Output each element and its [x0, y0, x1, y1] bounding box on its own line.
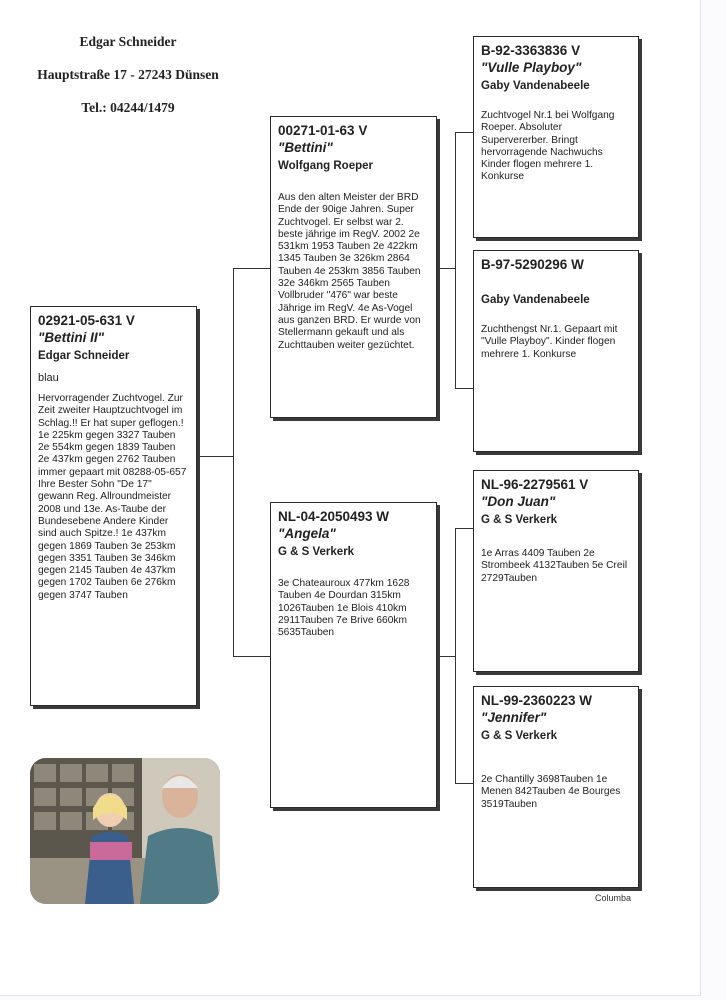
pigeon-name: "Bettini"	[278, 140, 333, 155]
description: 1e Arras 4409 Tauben 2e Strombeek 4132Tauben 5e Creil 2729Tauben	[481, 548, 628, 584]
description: 3e Chateauroux 477km 1628 Tauben 4e Dourdan 315km 1026Tauben 1e Blois 410km 2911Tauben 7e Brive 660km 5635Tauben	[278, 578, 410, 639]
description: Zuchthengst Nr.1. Gepaart mit "Vulle Playboy". Kinder flogen mehrere 1. Konkurse	[481, 324, 618, 360]
owner-photo	[30, 758, 220, 904]
granddam-paternal-card	[473, 250, 639, 452]
description: 2e Chantilly 3698Tauben 1e Menen 842Tauben 4e Bourges 3519Tauben	[481, 774, 621, 810]
pigeon-name: "Bettini II"	[38, 330, 105, 345]
owner-address: Hauptstraße 17 - 27243 Dünsen	[37, 67, 219, 82]
credit-label: Columba	[595, 893, 632, 903]
ring-number: NL-04-2050493 W	[278, 509, 390, 524]
ring-number: NL-96-2279561 V	[481, 477, 589, 492]
connector-subject	[197, 456, 234, 457]
ring-number: B-92-3363836 V	[481, 43, 581, 58]
pigeon-name: "Angela"	[278, 526, 336, 541]
description: Hervorragender Zuchtvogel. Zur Zeit zweiter Hauptzuchtvogel im Schlag.!! Er hat super geflogen.! 1e 225km gegen 3327 Tauben 2e 554km gegen 1839 Tauben 2e 437km gegen 2762 Tauben immer gepaart mit 08288-05-657 Ihre Bester Sohn "De 17" gewann Reg. Allroundmeister 2008 und 13e. As-Taube der Bundesebene Andere Kinder sind auch Spitze.! 1e 437km gegen 1869 Tauben 3e 253km gegen 3351 Tauben 3e 346km gegen 2145 Tauben 4e 437km gegen 1702 Tauben 6e 276km gegen 3747 Tauben	[38, 393, 187, 601]
description: Aus den alten Meister der BRD Ende der 90ige Jahren. Super Zuchtvogel. Er selbst war 2. beste jährige im RegV. 2002 2e 531km 1953 Tauben 2e 422km 1345 Tauben 3e 326km 2864 Tauben 4e 253km 3856 Tauben 32e 346km 2565 Tauben Vollbruder "476" war beste Jährige im RegV. 4e As-Vogel aus ganzen BRD. Er wurde von Stellermann gekauft und als Zuchttauben weiter gezüchtet.	[278, 192, 421, 351]
connector-mother	[233, 656, 270, 657]
ring-number: 00271-01-63 V	[278, 123, 368, 138]
breeder: G & S Verkerk	[481, 514, 558, 526]
connector-mf	[455, 528, 473, 529]
owner-phone: Tel.: 04244/1479	[81, 100, 175, 115]
breeder: G & S Verkerk	[278, 546, 355, 558]
pigeon-color: blau	[38, 372, 59, 384]
father-card	[270, 116, 437, 418]
grandsire-paternal-card	[473, 36, 639, 238]
connector-father-stub	[437, 268, 456, 269]
connector-mm	[455, 783, 473, 784]
ring-number: NL-99-2360223 W	[481, 693, 593, 708]
ring-number: B-97-5290296 W	[481, 257, 584, 272]
breeder: Gaby Vandenabeele	[481, 294, 590, 306]
breeder: Gaby Vandenabeele	[481, 80, 590, 92]
ring-number: 02921-05-631 V	[38, 313, 135, 328]
connector-father	[233, 268, 270, 269]
connector-mother-stub	[437, 656, 456, 657]
pigeon-name: "Don Juan"	[481, 494, 556, 509]
pigeon-name: "Jennifer"	[481, 710, 547, 725]
connector-father-vertical	[455, 132, 456, 389]
subject-card	[30, 306, 197, 706]
pigeon-name: "Vulle Playboy"	[481, 60, 582, 75]
breeder: G & S Verkerk	[481, 730, 558, 742]
grandsire-maternal-card	[473, 470, 639, 672]
connector-ff	[455, 132, 473, 133]
mother-card	[270, 502, 437, 808]
owner-name: Edgar Schneider	[79, 34, 177, 49]
connector-mother-vertical	[455, 528, 456, 784]
description: Zuchtvogel Nr.1 bei Wolfgang Roeper. Absoluter Supervererber. Bringt hervorragende Nachwuchs Kinder flogen mehrere 1. Konkurse	[481, 110, 615, 183]
granddam-maternal-card	[473, 686, 639, 888]
breeder: Wolfgang Roeper	[278, 160, 373, 172]
connector-parents-vertical	[233, 268, 234, 657]
breeder: Edgar Schneider	[38, 350, 130, 362]
connector-fm	[455, 388, 473, 389]
